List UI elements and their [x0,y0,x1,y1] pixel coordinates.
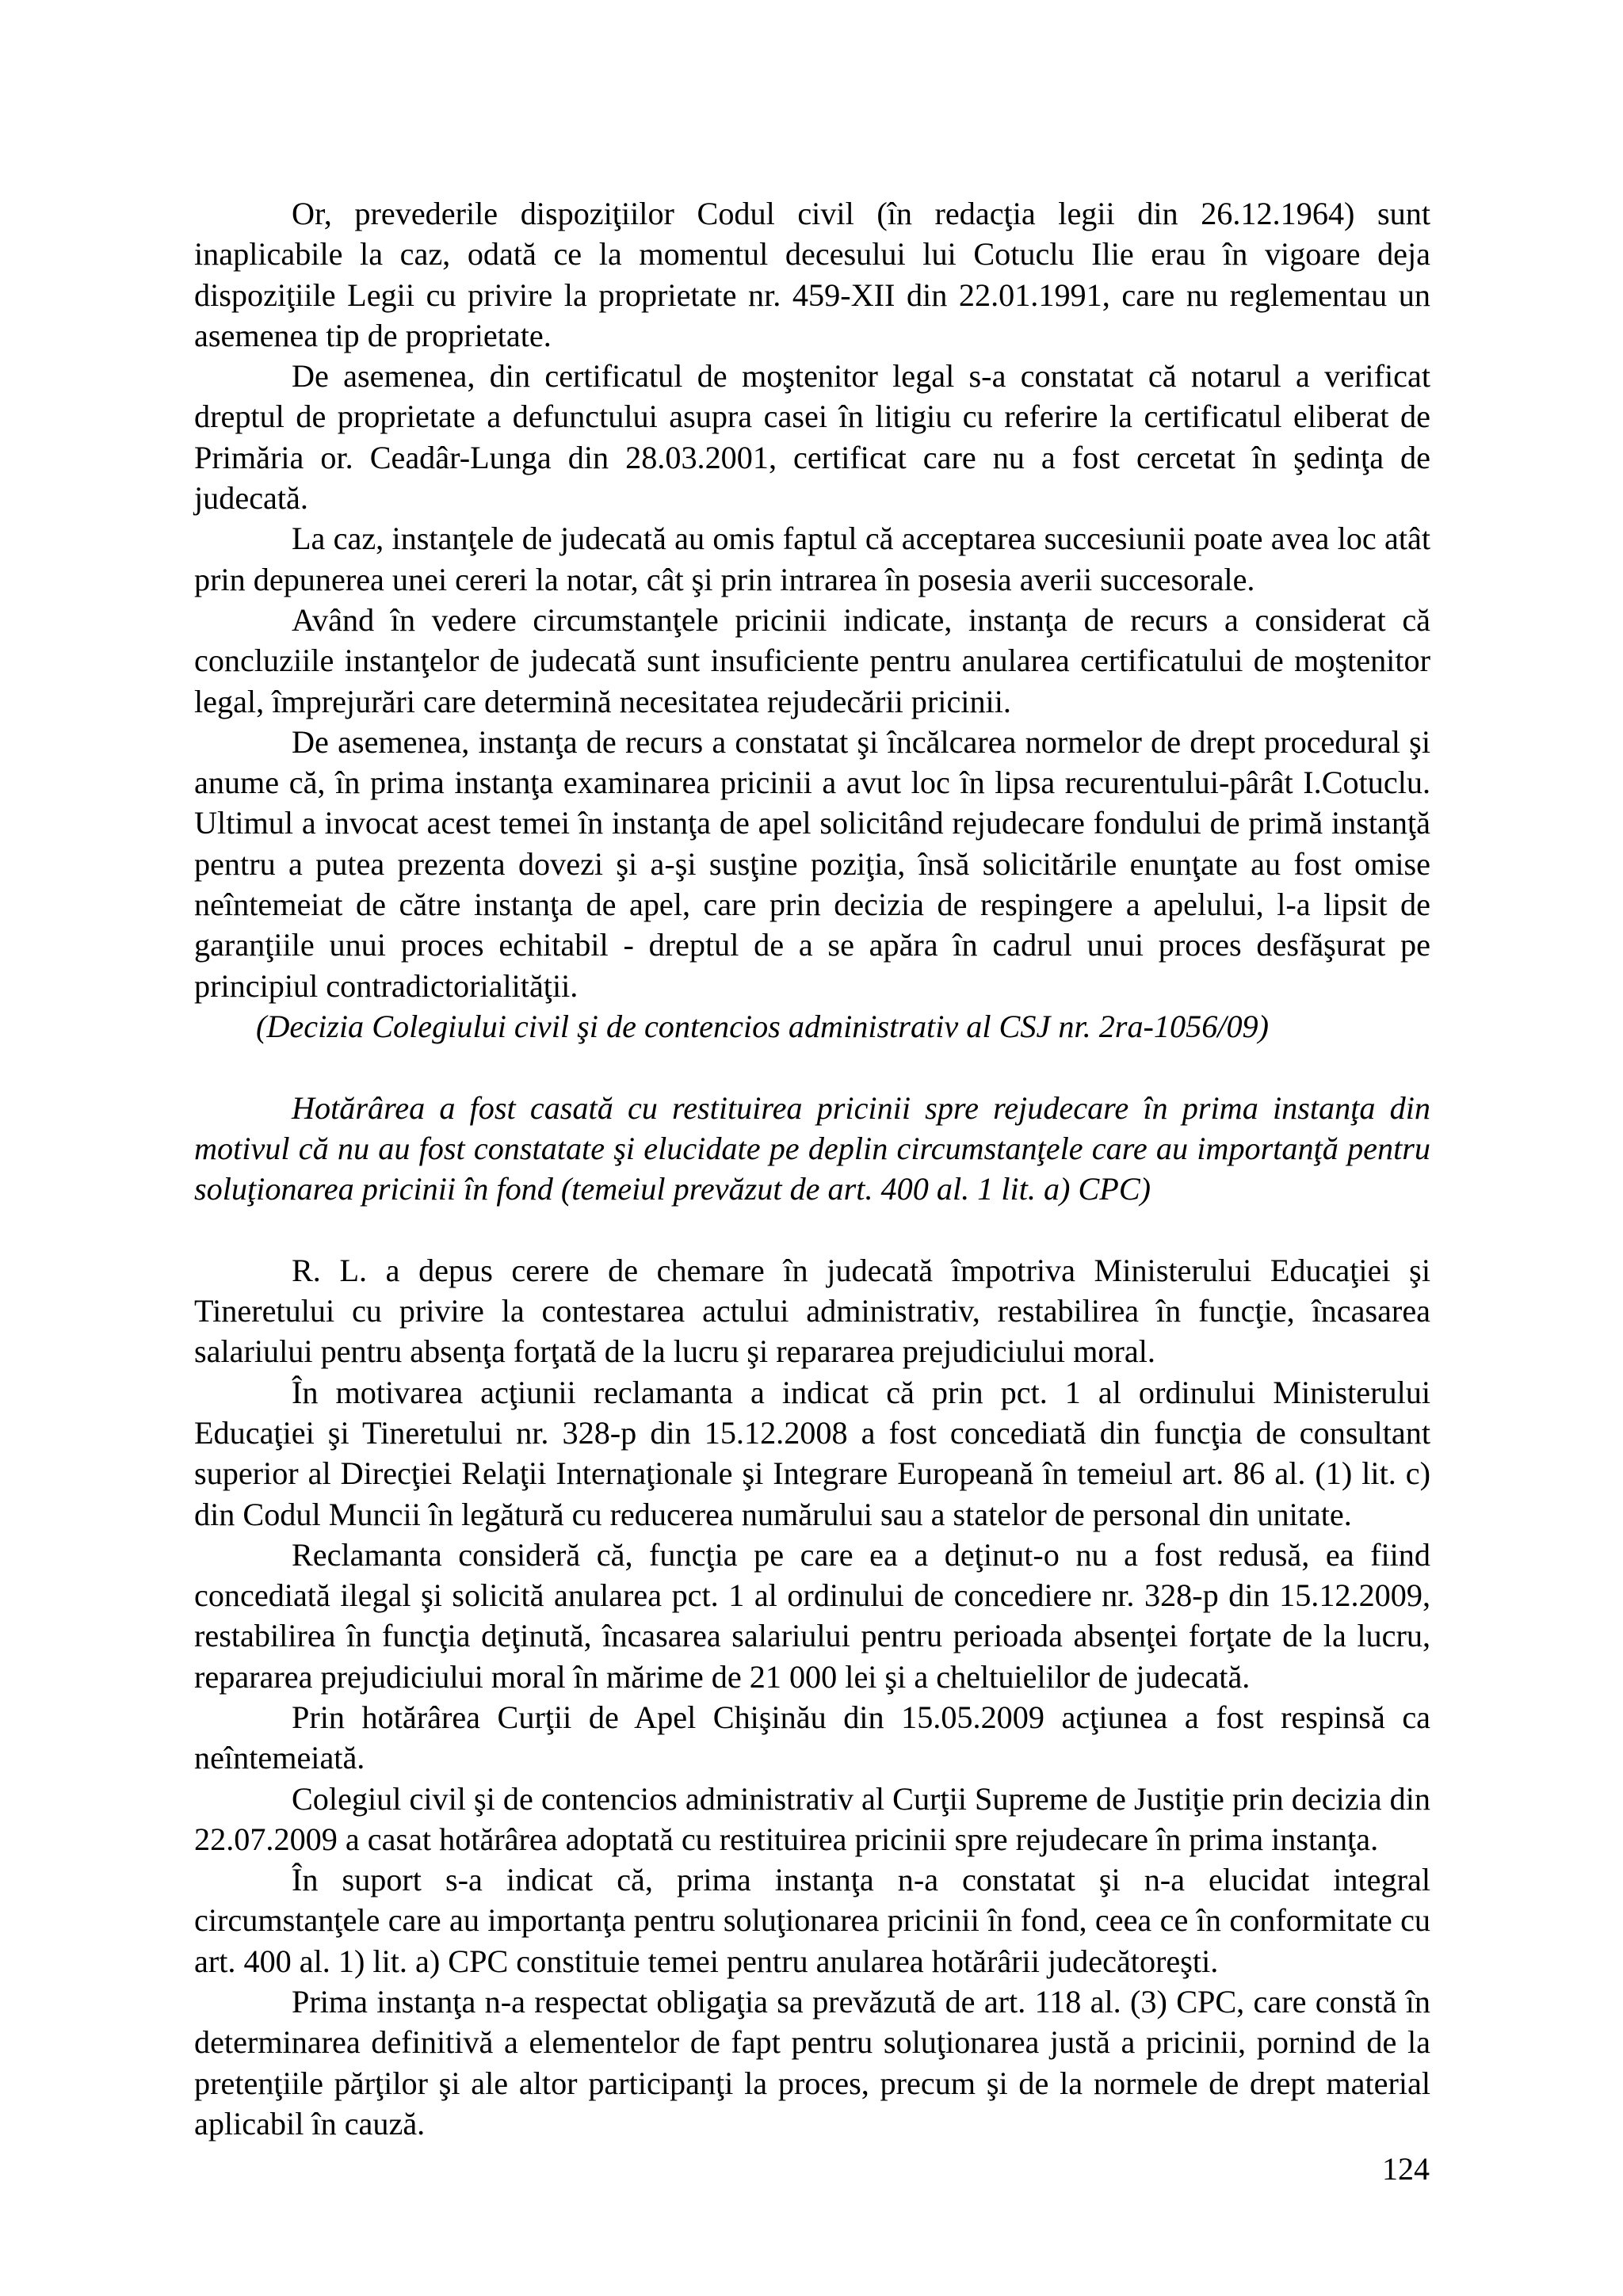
document-page [194,193,1430,2144]
paragraph-8: Reclamanta consideră că, funcţia pe care ea a deţinut-o nu a fost redusă, ea fiind concediată ilegal şi solicită anularea pct. 1 al ordinului de concediere nr. 328-p din 15.12.2009, restabilirea în funcţia deţinută, încasarea salariului pentru perioada absenţei forţate de la lucru, repararea prejudiciului moral în mărime de 21 000 lei şi a cheltuielilor de judecată. [194,1536,1430,1695]
paragraph-7: În motivarea acţiunii reclamanta a indicat că prin pct. 1 al ordinului Ministerului Educaţiei şi Tineretului nr. 328-p din 15.12.2008 a fost concediată din funcţia de consultant superior al Direcţiei Relaţii Internaţionale şi Integrare Europeană în temeiul art. 86 al. (1) lit. c) din Codul Muncii în legătură cu reducerea numărului sau a statelor de personal din unitate. [194,1374,1430,1532]
case-summary: Hotărârea a fost casată cu restituirea pricinii spre rejudecare în prima instanţa din motivul că nu au fost constatate şi elucidate pe deplin circumstanţele care au importanţă pentru soluţionarea pricinii în fond (temeiul prevăzut de art. 400 al. 1 lit. a) CPC) [194,1089,1430,1207]
paragraph-11: În suport s-a indicat că, prima instanţa n-a constatat şi n-a elucidat integral circumstanţele care au importanţa pentru soluţionarea pricinii în fond, ceea ce în conformitate cu art. 400 al. 1) lit. a) CPC constituie temei pentru anularea hotărârii judecătoreşti. [194,1862,1430,1979]
paragraph-10: Colegiul civil şi de contencios administrativ al Curţii Supreme de Justiţie prin decizia din 22.07.2009 a casat hotărârea adoptată cu restituirea pricinii spre rejudecare în prima instanţa. [194,1780,1430,1857]
page-number: 124 [1382,2151,1430,2187]
paragraph-1: Or, prevederile dispoziţiilor Codul civil (în redacţia legii din 26.12.1964) sunt inaplicabile la caz, odată ce la momentul decesului lui Cotuclu Ilie erau în vigoare deja dispoziţiile Legii cu privire la proprietate nr. 459-XII din 22.01.1991, care nu reglementau un asemenea tip de proprietate. [194,196,1430,353]
paragraph-6: R. L. a depus cerere de chemare în judecată împotriva Ministerului Educaţiei şi Tineretului cu privire la contestarea actului administrativ, restabilirea în funcţie, încasarea salariului pentru absenţa forţată de la lucru şi repararea prejudiciului moral. [194,1252,1430,1370]
paragraph-12: Prima instanţa n-a respectat obligaţia sa prevăzută de art. 118 al. (3) CPC, care constă în determinarea definitivă a elementelor de fapt pentru soluţionarea justă a pricinii, pornind de la pretenţiile părţilor şi ale altor participanţi la proces, precum şi de la normele de drept material aplicabil în cauză. [194,1984,1430,2142]
paragraph-5: De asemenea, instanţa de recurs a constatat şi încălcarea normelor de drept procedural şi anume că, în prima instanţa examinarea pricinii a avut loc în lipsa recurentului-pârât I.Cotuclu. Ultimul a invocat acest temei în instanţa de apel solicitând rejudecare fondului de primă instanţă pentru a putea prezenta dovezi şi a-şi susţine poziţia, însă solicitările enunţate au fost omise neîntemeiat de către instanţa de apel, care prin decizia de respingere a apelului, l-a lipsit de garanţiile unui proces echitabil - dreptul de a se apăra în cadrul unui proces desfăşurat pe principiul contradictorialităţii. [194,723,1430,1004]
paragraph-2: De asemenea, din certificatul de moştenitor legal s-a constatat că notarul a verificat dreptul de proprietate a defunctului asupra casei în litigiu cu referire la certificatul eliberat de Primăria or. Ceadâr-Lunga din 28.03.2001, certificat care nu a fost cercetat în şedinţa de judecată. [194,358,1430,517]
paragraph-3: La caz, instanţele de judecată au omis faptul că acceptarea succesiunii poate avea loc atât prin depunerea unei cereri la notar, cât şi prin intrarea în posesia averii succesorale. [194,521,1430,597]
decision-reference: (Decizia Colegiului civil şi de contencios administrativ al CSJ nr. 2ra-1056/09) [256,1008,1270,1044]
paragraph-4: Având în vedere circumstanţele pricinii indicate, instanţa de recurs a considerat că concluziile instanţelor de judecată sunt insuficiente pentru anularea certificatului de moştenitor legal, împrejurări care determină necesitatea rejudecării pricinii. [194,601,1430,719]
paragraph-9: Prin hotărârea Curţii de Apel Chişinău din 15.05.2009 acţiunea a fost respinsă ca neîntemeiată. [194,1699,1430,1776]
